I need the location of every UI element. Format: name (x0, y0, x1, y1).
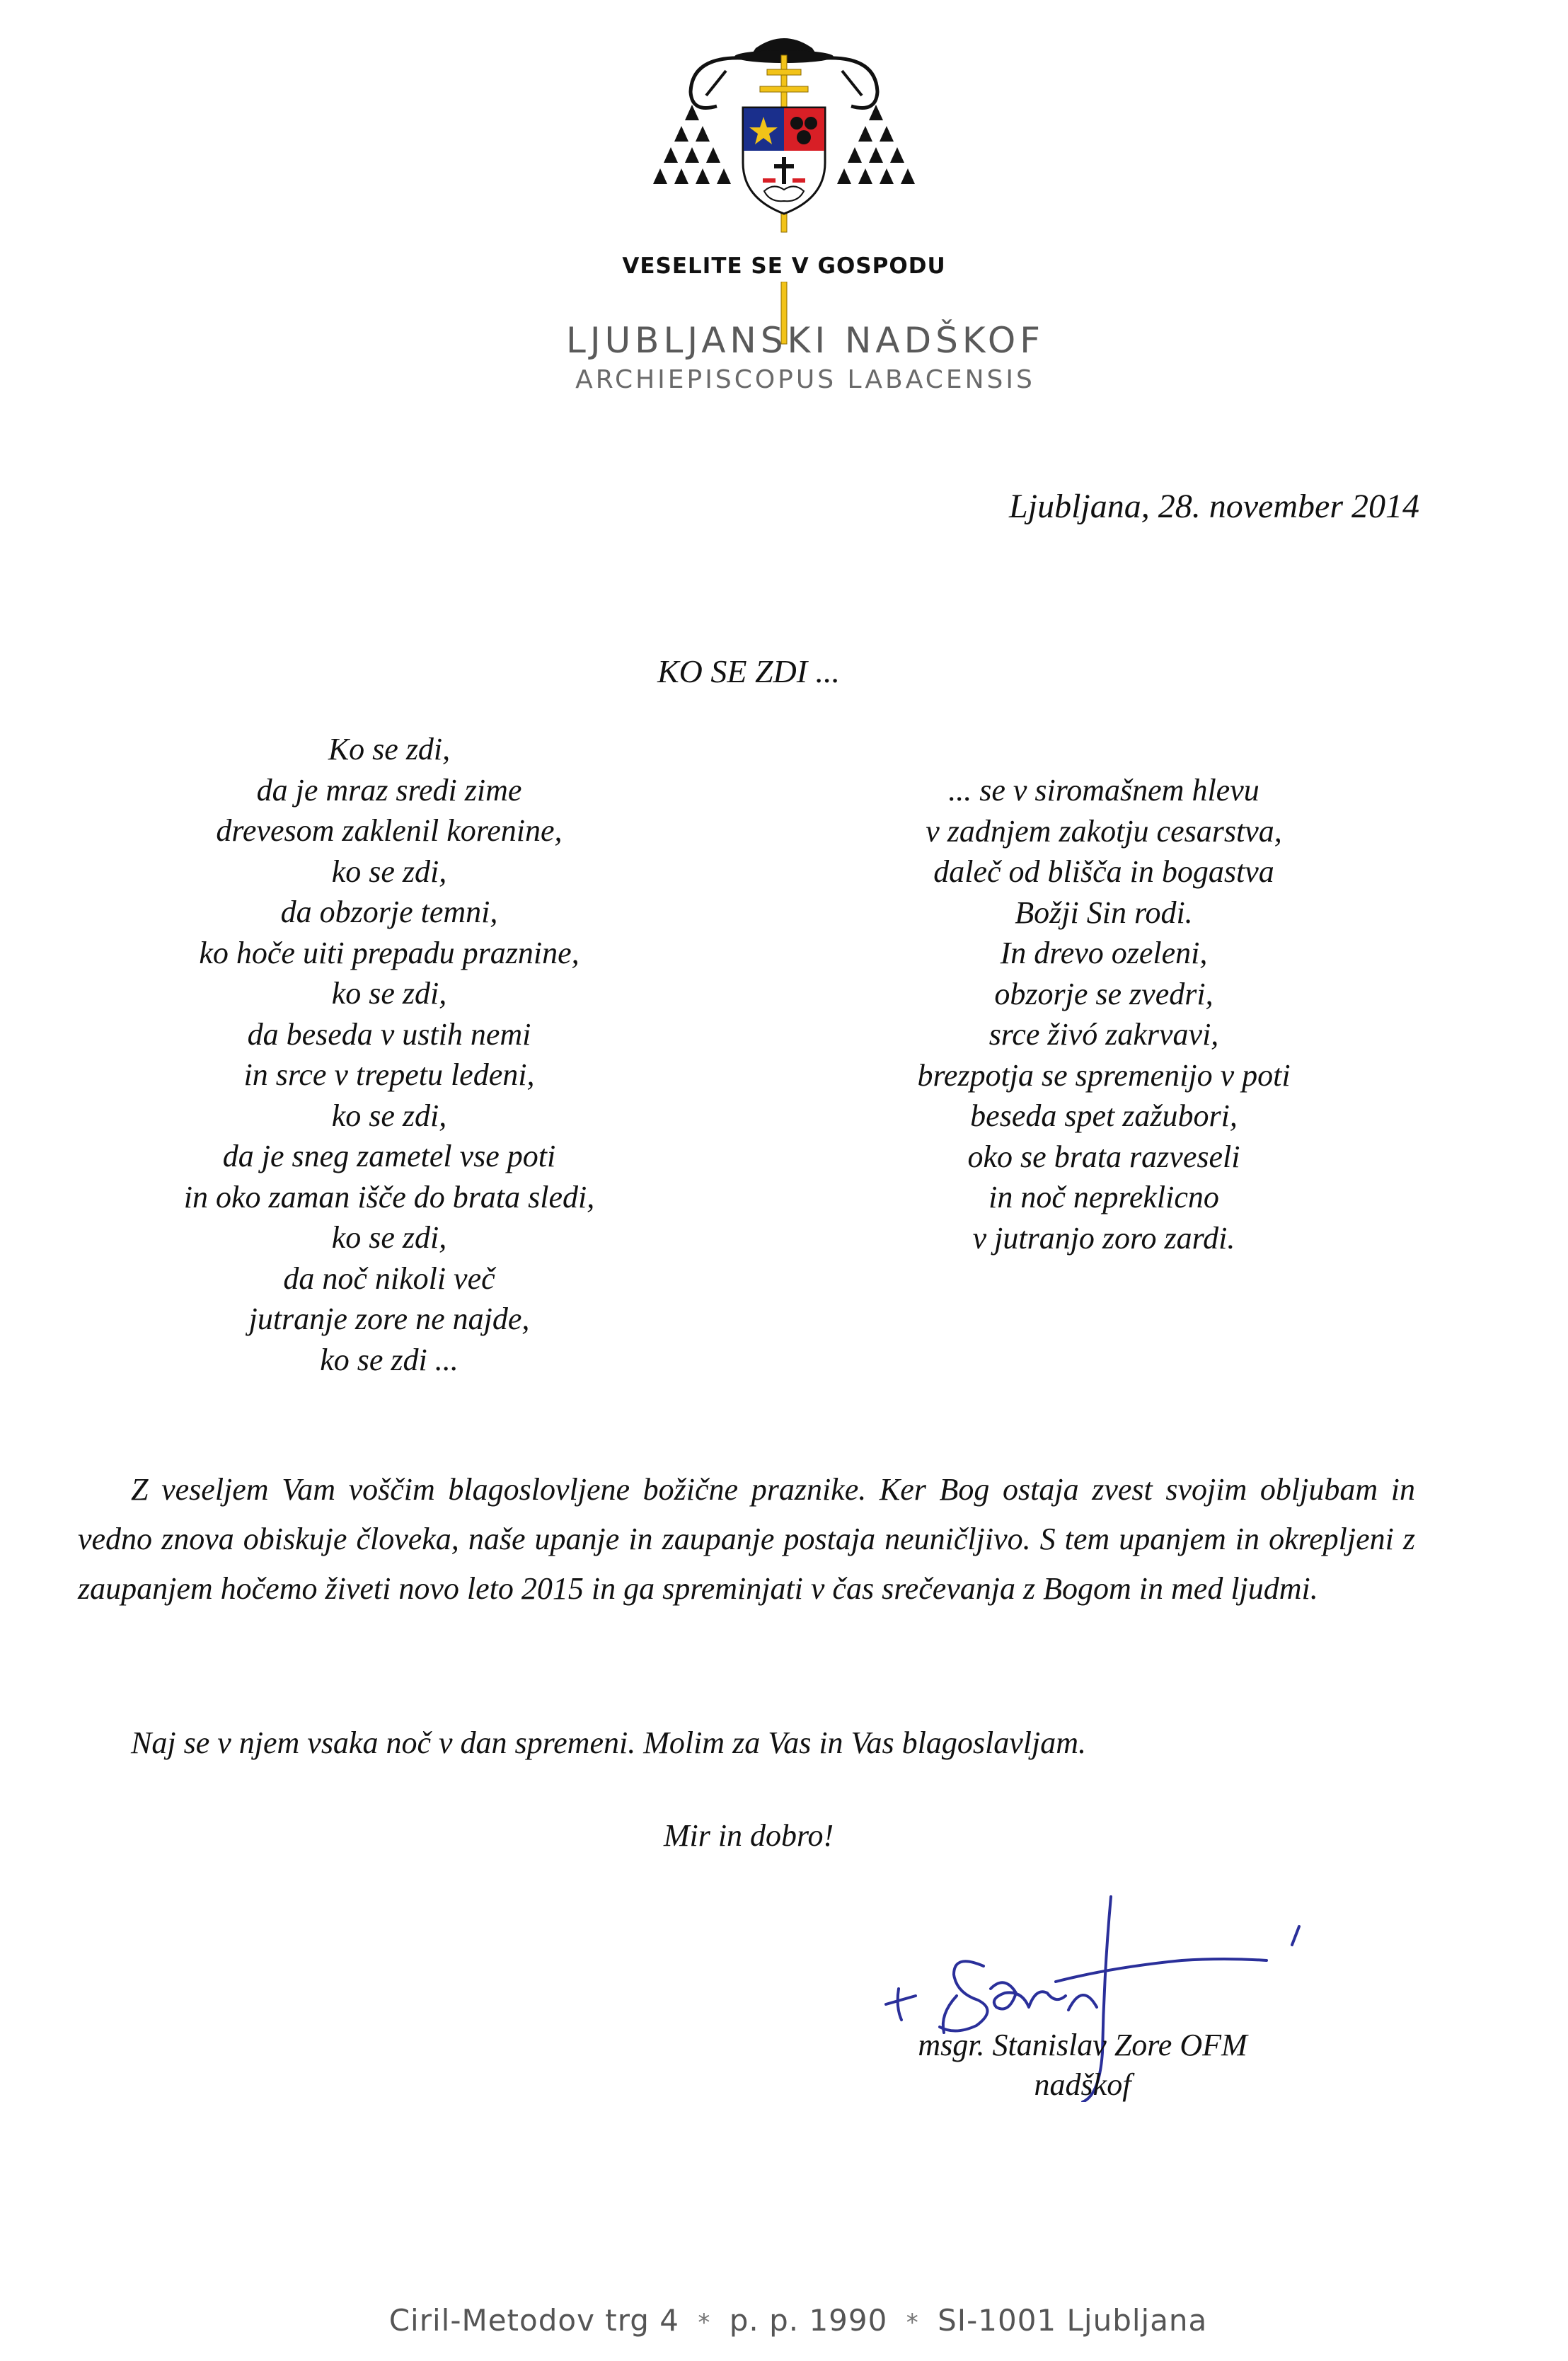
poem-line: oko se brata razveseli (967, 1139, 1240, 1174)
blessing-paragraph: Naj se v njem vsaka noč v dan spremeni. Molim za Vas in Vas blagoslavljam. (131, 1725, 1086, 1760)
poem-left-column (99, 729, 679, 1380)
poem-line: ko se zdi, (331, 976, 447, 1011)
poem-line: drevesom zaklenil korenine, (216, 813, 563, 848)
poem-line: ko se zdi, (331, 1220, 447, 1255)
poem-line: beseda spet zažubori, (970, 1098, 1238, 1133)
poem-line: ko se zdi, (331, 854, 447, 889)
poem-line: da je mraz sredi zime (256, 772, 522, 808)
poem-line: v jutranjo zoro zardi. (972, 1220, 1235, 1256)
footer-city: SI-1001 Ljubljana (938, 2303, 1208, 2338)
motto: VESELITE SE V GOSPODU (622, 253, 946, 279)
poem-line: ko hoče uiti prepadu praznine, (199, 935, 580, 970)
coat-of-arms-icon (650, 28, 918, 248)
poem-line: ko se zdi, (331, 1098, 447, 1133)
poem-right-column (814, 770, 1394, 1258)
poem-line: in srce v trepetu ledeni, (243, 1057, 535, 1092)
closing-line: Mir in dobro! (663, 1818, 834, 1853)
signer-title: nadškof (1034, 2067, 1131, 2102)
poem-line: ... se v siromašnem hlevu (948, 773, 1259, 808)
poem-line: In drevo ozeleni, (1000, 936, 1208, 970)
poem-line: da obzorje temni, (280, 895, 498, 929)
poem-line: srce živó zakrvavi, (988, 1017, 1219, 1052)
footer-street: Ciril-Metodov trg 4 (388, 2303, 680, 2338)
poem-line: Ko se zdi, (328, 732, 451, 766)
poem-line: da beseda v ustih nemi (247, 1016, 531, 1052)
poem-line: ko se zdi ... (320, 1342, 459, 1377)
poem-line: jutranje zore ne najde, (248, 1302, 530, 1336)
poem-line: daleč od blišča in bogastva (933, 854, 1274, 889)
signer-name: msgr. Stanislav Zore OFM (918, 2028, 1247, 2062)
letterhead (0, 28, 1568, 248)
org-latin-name: ARCHIEPISCOPUS LABACENSIS (575, 365, 1035, 394)
poem-line: Božji Sin rodi. (1015, 895, 1193, 930)
poem-line: in noč nepreklicno (988, 1180, 1219, 1214)
footer-separator: * (698, 2309, 711, 2337)
poem-line: obzorje se zvedri, (994, 976, 1214, 1011)
footer-address (0, 2303, 1568, 2338)
poem-line: da je sneg zametel vse poti (222, 1139, 556, 1173)
org-name: LJUBLJANSKI NADŠKOF (565, 320, 1044, 361)
poem-title: KO SE ZDI ... (657, 653, 841, 689)
greeting-paragraph: Z veseljem Vam voščim blagoslovljene božične praznike. Ker Bog ostaja zvest svojim obljubam in vedno znova obiskuje človeka, naše upanje in zaupanje postaja neuničljivo. S tem upanjem in okrepljeni z zaupanjem hočemo živeti novo leto 2015 in ga spreminjati v čas srečevanja z Bogom in med ljudmi. (78, 1472, 1415, 1606)
dateline: Ljubljana, 28. november 2014 (1009, 488, 1419, 525)
poem-line: in oko zaman išče do brata sledi, (183, 1179, 595, 1214)
poem-line: brezpotja se spremenijo v poti (917, 1057, 1291, 1093)
poem-line: v zadnjem zakotju cesarstva, (926, 813, 1282, 849)
footer-po-box: p. p. 1990 (729, 2303, 888, 2338)
footer-separator: * (906, 2309, 919, 2337)
poem-line: da noč nikoli več (283, 1260, 495, 1296)
